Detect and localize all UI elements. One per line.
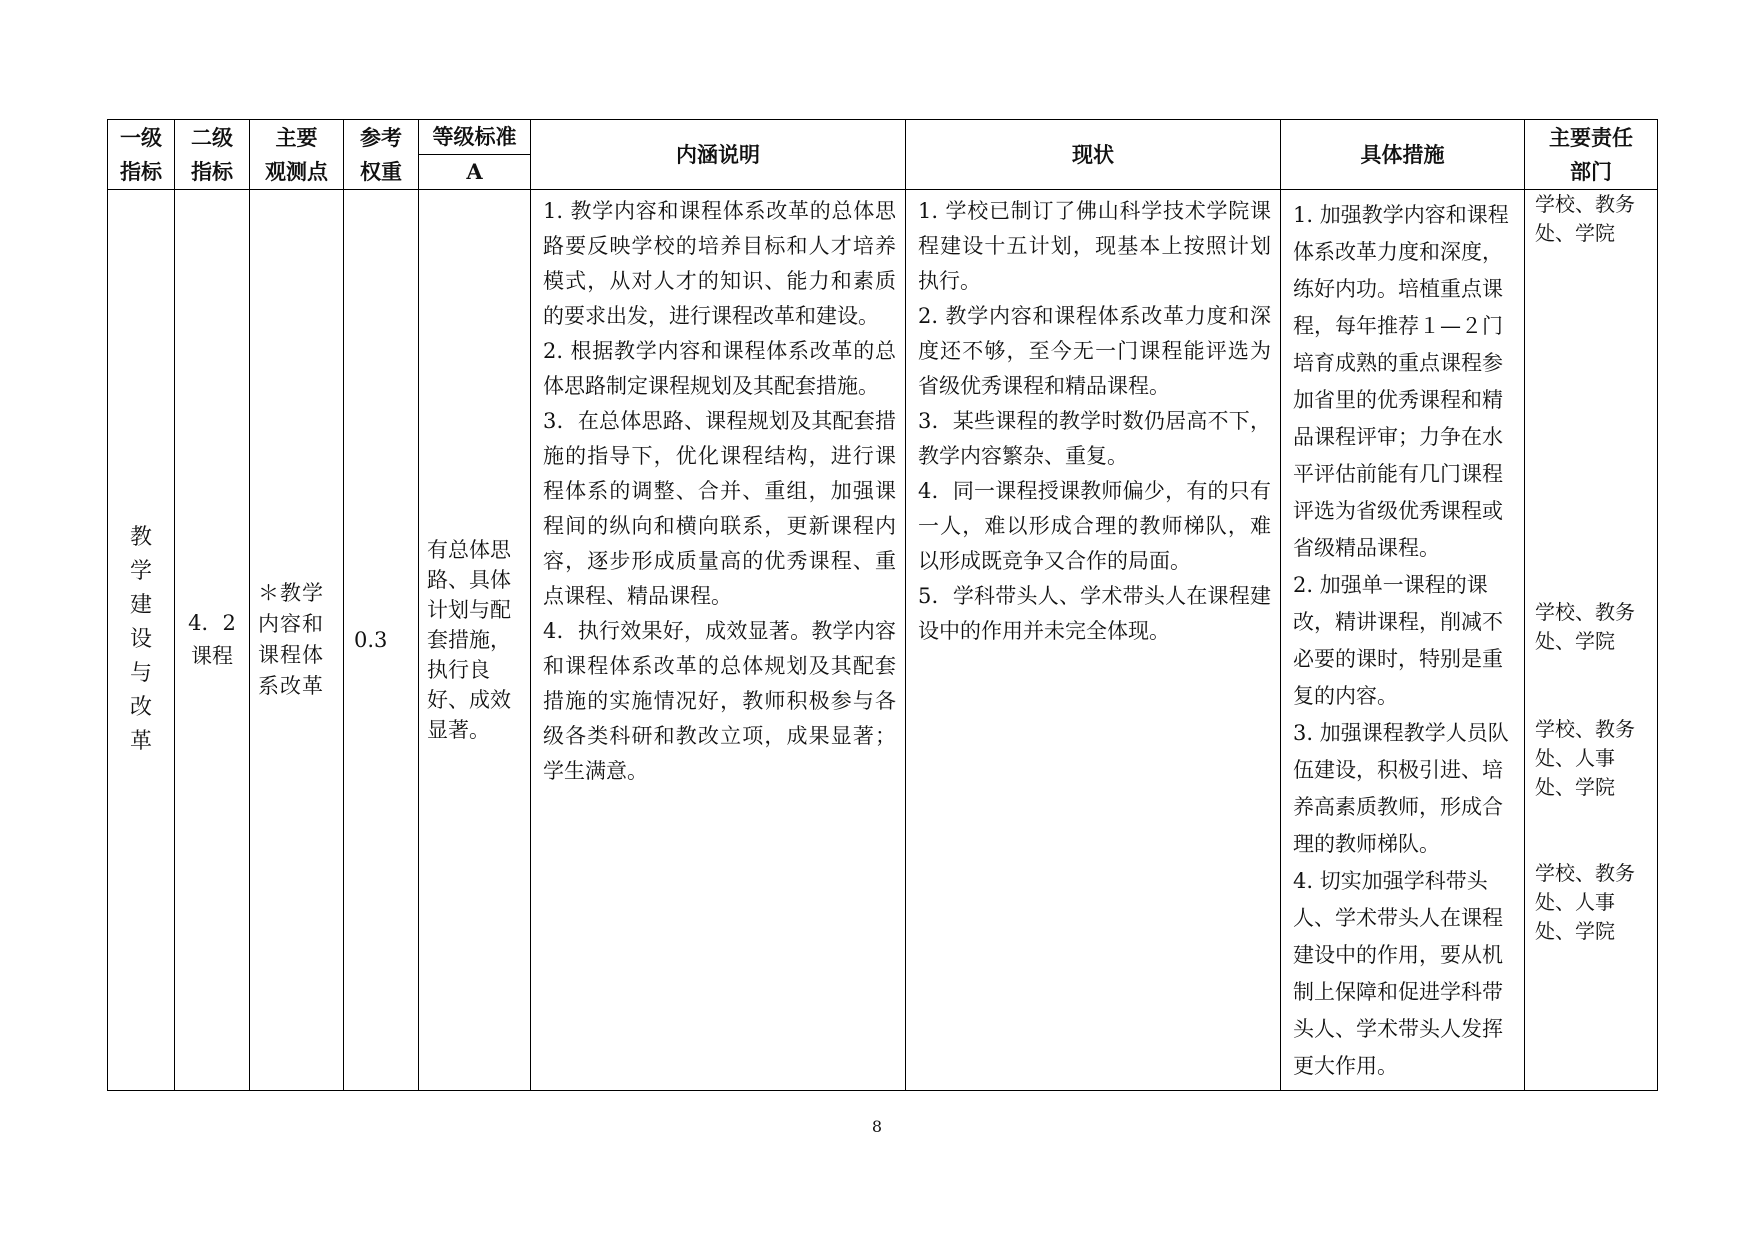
- status-item: 3．某些课程的教学时数仍居高不下，教学内容繁杂、重复。: [918, 409, 1271, 468]
- connotation-item: 3．在总体思路、课程规划及其配套措施的指导下，优化课程结构，进行课程体系的调整、合并、重组，加强课程间的纵向和横向联系，更新课程内容，逐步形成质量高的优秀课程、重点课程、精品课程。: [543, 409, 896, 608]
- header-level1: 一级 指标: [108, 120, 175, 190]
- measure-item: 3. 加强课程教学人员队伍建设，积极引进、培养高素质教师，形成合理的教师梯队。: [1293, 721, 1509, 856]
- connotation-item: 1. 教学内容和课程体系改革的总体思路要反映学校的培养目标和人才培养模式，从对人才的知识、能力和素质的要求出发，进行课程改革和建设。: [543, 199, 896, 328]
- connotation-item: 4．执行效果好，成效显著。教学内容和课程体系改革的总体规划及其配套措施的实施情况好，教师积极参与各级各类科研和教改立项，成果显著；学生满意。: [543, 619, 896, 783]
- status-item: 2. 教学内容和课程体系改革力度和深度还不够，至今无一门课程能评选为省级优秀课程和精品课程。: [918, 304, 1271, 398]
- status-item: 5．学科带头人、学术带头人在课程建设中的作用并未完全体现。: [918, 584, 1271, 643]
- cell-weight: 0.3: [344, 190, 419, 1091]
- cell-measures: [1281, 190, 1525, 1091]
- cell-department: [1525, 190, 1658, 1091]
- header-connotation: 内涵说明: [531, 120, 906, 190]
- measure-item: 4. 切实加强学科带头人、学术带头人在课程建设中的作用，要从机制上保障和促进学科带头人、学术带头人发挥更大作用。: [1293, 869, 1503, 1078]
- cell-level2: 4．2 课程: [175, 190, 250, 1091]
- header-department: 主要责任 部门: [1525, 120, 1658, 190]
- header-weight: 参考 权重: [344, 120, 419, 190]
- page-number: 8: [871, 1117, 883, 1136]
- header-measures: 具体措施: [1281, 120, 1525, 190]
- status-item: 4．同一课程授课教师偏少，有的只有一人，难以形成合理的教师梯队，难以形成既竞争又合作的局面。: [918, 479, 1271, 573]
- evaluation-table: [107, 119, 1658, 1091]
- department-item: 学校、教务处、人事处、学院: [1535, 861, 1635, 943]
- status-item: 1. 学校已制订了佛山科学技术学院课程建设十五计划，现基本上按照计划执行。: [918, 199, 1271, 293]
- header-level2: 二级 指标: [175, 120, 250, 190]
- cell-grade-standard: 有总体思路、具体计划与配套措施，执行良好、成效显著。: [419, 190, 531, 1091]
- measure-item: 2. 加强单一课程的课改，精讲课程，削减不必要的课时，特别是重复的内容。: [1293, 573, 1503, 708]
- cell-status: [906, 190, 1281, 1091]
- header-grade: 等级标准: [419, 120, 531, 155]
- department-item: 学校、教务处、人事处、学院: [1535, 717, 1635, 799]
- header-observation: 主要 观测点: [250, 120, 344, 190]
- department-item: 学校、教务处、学院: [1535, 192, 1635, 245]
- cell-connotation: [531, 190, 906, 1091]
- header-grade-a: A: [419, 155, 531, 190]
- connotation-item: 2. 根据教学内容和课程体系改革的总体思路制定课程规划及其配套措施。: [543, 339, 896, 398]
- cell-level1: 教学建设与改革: [108, 190, 175, 1091]
- cell-observation-point: ＊教学内容和课程体系改革: [250, 190, 344, 1091]
- header-status: 现状: [906, 120, 1281, 190]
- measure-item: 1. 加强教学内容和课程体系改革力度和深度，练好内功。培植重点课程，每年推荐１—２门培育成熟的重点课程参加省里的优秀课程和精品课程评审；力争在水平评估前能有几门课程评选为省级优秀课程或省级精品课程。: [1293, 203, 1509, 560]
- department-item: 学校、教务处、学院: [1535, 600, 1635, 653]
